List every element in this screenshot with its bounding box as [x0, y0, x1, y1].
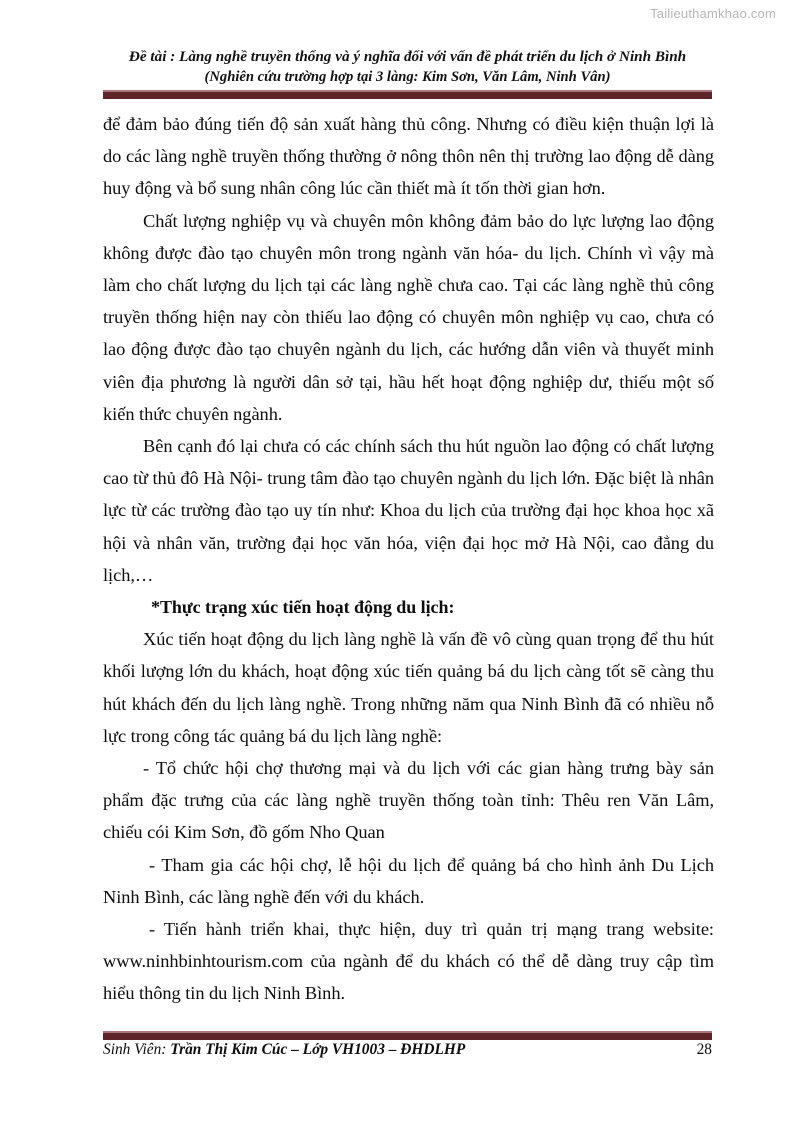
paragraph-labour-quality: Chất lượng nghiệp vụ và chuyên môn không đảm bảo do lực lượng lao động không được đào tạo chuyên môn trong ngành văn hóa- du lịch. Chính vì vậy mà làm cho chất lượng du lịch tại các làng nghề chưa cao. Tại các làng nghề thủ công truyền thống hiện nay còn thiếu lao động có chuyên môn nghiệp vụ cao, chưa có lao động được đào tạo chuyên ngành du lịch, các hướng dẫn viên và thuyết minh viên địa phương là người dân sở tại, hầu hết hoạt động nghiệp dư, thiếu một số kiến thức chuyên ngành. — [103, 210, 714, 424]
paragraph-recruitment-policy: Bên cạnh đó lại chưa có các chính sách thu hút nguồn lao động có chất lượng cao từ thủ đô Hà Nội- trung tâm đào tạo chuyên ngành du lịch lớn. Đặc biệt là nhân lực từ các trường đào tạo uy tín như: Khoa du lịch của trường đại học khoa học xã hội và nhân văn, trường đại học văn hóa, viện đại học mở Hà Nội, cao đẳng du lịch,… — [103, 436, 714, 585]
list-item-trade-fair: - Tổ chức hội chợ thương mại và du lịch với các gian hàng trưng bày sản phẩm đặc trưng của các làng nghề truyền thống toàn tỉnh: Thêu ren Văn Lâm, chiếu cói Kim Sơn, đồ gốm Nho Quan — [103, 758, 714, 843]
running-header — [103, 46, 712, 88]
footer-author — [103, 1041, 465, 1059]
footer-divider-rule — [103, 1031, 712, 1040]
paragraph-promotion-intro: Xúc tiến hoạt động du lịch làng nghề là vấn đề vô cùng quan trọng để thu hút khối lượng lớn du khách, hoạt động xúc tiến quảng bá du lịch càng tốt sẽ càng thu hút khách đến du lịch làng nghề. Trong những năm qua Ninh Bình đã có nhiều nỗ lực trong công tác quảng bá du lịch làng nghề: — [103, 629, 714, 746]
paragraph-continuation: để đảm bảo đúng tiến độ sản xuất hàng thủ công. Nhưng có điều kiện thuận lợi là do các làng nghề truyền thống thường ở nông thôn nên thị trường lao động dễ dàng huy động và bổ sung nhân công lúc cần thiết mà ít tốn thời gian hơn. — [103, 114, 714, 199]
header-title-line-1: Đề tài : Làng nghề truyền thống và ý nghĩa đối với vấn đề phát triển du lịch ở Ninh Bình — [128, 48, 687, 65]
list-item-festivals: - Tham gia các hội chợ, lễ hội du lịch để quảng bá cho hình ảnh Du Lịch Ninh Bình, các làng nghề đến với du khách. — [103, 854, 714, 907]
header-title-line-2: (Nghiên cứu trường hợp tại 3 làng: Kim Sơn, Văn Lâm, Ninh Vân) — [204, 69, 611, 85]
footer-author-label: Sinh Viên: — [103, 1041, 171, 1058]
footer-author-name: Trần Thị Kim Cúc – Lớp VH1003 – ĐHDLHP — [170, 1041, 466, 1058]
page-body — [103, 108, 714, 1010]
list-item-website: - Tiến hành triển khai, thực hiện, duy trì quản trị mạng trang website: www.ninhbinhtourism.com của ngành để du khách có thể dễ dàng truy cập tìm hiểu thông tin du lịch Ninh Bình. — [103, 919, 714, 1004]
running-footer — [103, 1041, 712, 1059]
site-watermark: Tailieuthamkhao.com — [650, 6, 776, 21]
section-heading-tourism-promotion: *Thực trạng xúc tiến hoạt động du lịch: — [151, 597, 455, 618]
page-number: 28 — [696, 1041, 712, 1058]
header-divider-rule — [103, 90, 712, 99]
